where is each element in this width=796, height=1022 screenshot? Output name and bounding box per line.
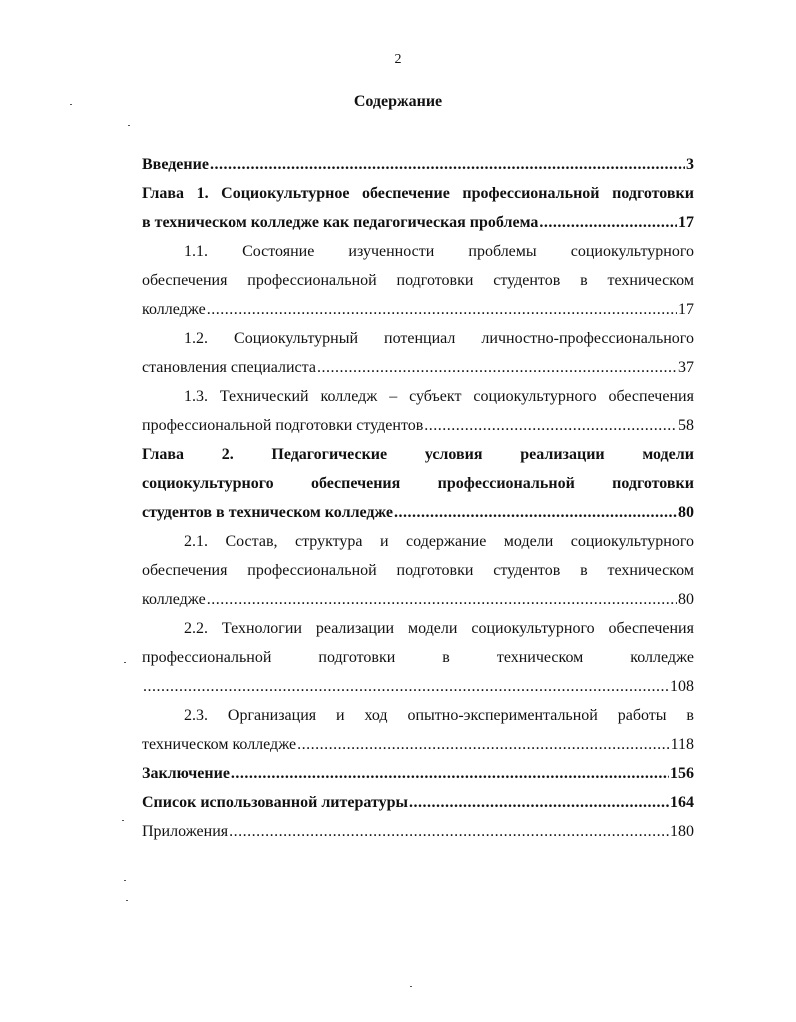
toc-line [142, 614, 694, 643]
toc-text: в [580, 272, 588, 289]
toc-text: профессиональной [142, 649, 272, 666]
toc-text: профессиональной [462, 185, 600, 202]
dot-leader [409, 788, 669, 817]
toc-text: проблемы [468, 243, 537, 260]
scan-speck [124, 662, 126, 663]
dot-leader [539, 208, 677, 237]
toc-line [142, 817, 694, 846]
toc-section-entry[interactable] [142, 382, 694, 440]
toc-chapter-entry[interactable] [142, 759, 694, 788]
page-number: 2 [394, 52, 402, 67]
toc-text: Состояние [242, 243, 315, 260]
dot-leader [297, 730, 669, 759]
toc-text: социокультурного [142, 475, 274, 492]
toc-text: 2. [221, 446, 234, 463]
toc-page-number: 156 [670, 765, 694, 782]
toc-line [142, 440, 694, 469]
toc-text: колледже [142, 301, 206, 318]
toc-text: профессиональной [247, 272, 377, 289]
toc-line [142, 527, 694, 556]
toc-text: студентов [493, 272, 561, 289]
toc-line [142, 324, 694, 353]
toc-text: Введение [142, 156, 209, 173]
toc-text: становления специалиста [142, 359, 316, 376]
toc-text: субъект [409, 388, 462, 405]
toc-line [142, 469, 694, 498]
toc-text: обеспечения [142, 562, 228, 579]
toc-text: опытно-экспериментальной [407, 707, 598, 724]
toc-text: студентов [493, 562, 561, 579]
toc-chapter-entry[interactable] [142, 179, 694, 237]
toc-text: Заключение [142, 765, 230, 782]
toc-text: 2.2. [184, 620, 208, 637]
toc-text: подготовки [318, 649, 396, 666]
toc-text: личностно-профессионального [481, 330, 694, 347]
toc-line [142, 208, 694, 237]
toc-text: техническом колледже [142, 736, 297, 753]
toc-text: социокультурного [473, 388, 597, 405]
toc-text: реализации [520, 446, 605, 463]
toc-chapter-entry[interactable] [142, 150, 694, 179]
toc-text: 1.1. [184, 243, 208, 260]
toc-text: обеспечения [608, 388, 694, 405]
toc-text: Список использованной литературы [142, 794, 408, 811]
toc-page-number: 17 [678, 301, 694, 318]
toc-line [142, 643, 694, 672]
toc-text: 2.1. [184, 533, 208, 550]
toc-text: обеспечения [608, 620, 694, 637]
dot-leader [207, 295, 677, 324]
toc-page-number: 80 [678, 591, 694, 608]
page-title: Содержание [353, 93, 443, 110]
toc-page-number: 17 [678, 214, 694, 231]
toc-chapter-entry[interactable] [142, 788, 694, 817]
toc-text: социокультурного [570, 243, 694, 260]
scan-speck [126, 900, 128, 901]
toc-text: профессиональной подготовки студентов [142, 417, 424, 434]
scan-speck [122, 820, 124, 821]
toc-section-entry[interactable] [142, 701, 694, 759]
toc-text: 1.2. [184, 330, 208, 347]
toc-line [142, 585, 694, 614]
toc-line [142, 266, 694, 295]
toc-text: Организация [227, 707, 317, 724]
toc-text: социокультурного [570, 533, 694, 550]
toc-page-number: 164 [670, 794, 694, 811]
toc-text: Социокультурное [221, 185, 350, 202]
toc-text: ход [364, 707, 388, 724]
toc-section-entry[interactable] [142, 324, 694, 382]
toc-text: Социокультурный [234, 330, 358, 347]
toc-text: работы [617, 707, 667, 724]
toc-text: техническом [607, 272, 694, 289]
toc-text: модели [408, 620, 458, 637]
toc-page-number: 180 [670, 823, 694, 840]
toc-line [142, 237, 694, 266]
toc-text: Глава [142, 446, 184, 463]
toc-text: колледже [142, 591, 206, 608]
toc-text: и [380, 533, 389, 550]
toc-text: в техническом колледже как педагогическая проблема [142, 214, 539, 231]
toc-line [142, 556, 694, 585]
toc-text: обеспечение [362, 185, 450, 202]
toc-line [142, 150, 694, 179]
toc-text: подготовки [612, 475, 694, 492]
toc-line [142, 353, 694, 382]
toc-appendix-entry[interactable] [142, 817, 694, 846]
table-of-contents [142, 150, 694, 846]
toc-text: Приложения [142, 823, 229, 840]
toc-line [142, 498, 694, 527]
toc-chapter-entry[interactable] [142, 440, 694, 527]
toc-text: 1. [196, 185, 209, 202]
dot-leader [231, 759, 669, 788]
toc-text: подготовки [396, 562, 474, 579]
toc-text: в [580, 562, 588, 579]
scan-speck [124, 880, 126, 881]
toc-section-entry[interactable] [142, 614, 694, 701]
dot-leader [394, 498, 677, 527]
toc-text: Состав, [225, 533, 278, 550]
toc-text: обеспечения [310, 475, 401, 492]
toc-page-number: 58 [678, 417, 694, 434]
toc-text: обеспечения [142, 272, 228, 289]
toc-text: Технический [219, 388, 309, 405]
toc-line [142, 701, 694, 730]
toc-line [142, 759, 694, 788]
toc-line [142, 788, 694, 817]
dot-leader [207, 585, 677, 614]
toc-line [142, 179, 694, 208]
toc-page-number: 118 [670, 736, 694, 753]
toc-text: профессиональной [247, 562, 377, 579]
toc-text: содержание [406, 533, 487, 550]
toc-text: реализации [315, 620, 395, 637]
toc-section-entry[interactable] [142, 237, 694, 324]
toc-text: Педагогические [271, 446, 388, 463]
toc-text: и [336, 707, 345, 724]
toc-line [142, 411, 694, 440]
dot-leader [229, 817, 669, 846]
dot-leader [143, 672, 669, 701]
dot-leader [424, 411, 677, 440]
toc-text: в [442, 649, 450, 666]
toc-text: модели [503, 533, 554, 550]
toc-text: социокультурного [471, 620, 595, 637]
dot-leader [210, 150, 685, 179]
toc-text: Технологии [221, 620, 302, 637]
toc-line [142, 730, 694, 759]
toc-page-number: 108 [670, 678, 694, 695]
scan-speck [70, 104, 72, 105]
toc-text: 1.3. [184, 388, 208, 405]
toc-page-number: 80 [678, 504, 694, 521]
toc-section-entry[interactable] [142, 527, 694, 614]
scan-speck [410, 986, 412, 987]
toc-text: Глава [142, 185, 184, 202]
toc-text: – [389, 388, 398, 405]
toc-text: техническом [496, 649, 584, 666]
toc-line [142, 672, 694, 701]
toc-text: техническом [607, 562, 694, 579]
toc-text: условия [424, 446, 483, 463]
dot-leader [317, 353, 677, 382]
toc-line [142, 295, 694, 324]
toc-text: колледж [320, 388, 378, 405]
toc-text: модели [642, 446, 694, 463]
toc-text: потенциал [384, 330, 456, 347]
toc-text: 2.3. [184, 707, 208, 724]
toc-text: студентов в техническом колледже [142, 504, 394, 521]
toc-text: изученности [348, 243, 435, 260]
toc-text: профессиональной [437, 475, 575, 492]
toc-text: подготовки [396, 272, 474, 289]
toc-text: структура [294, 533, 363, 550]
toc-text: колледже [630, 649, 694, 666]
scan-speck [128, 125, 130, 126]
toc-page-number: 3 [686, 156, 694, 173]
toc-line [142, 382, 694, 411]
toc-text: в [686, 707, 694, 724]
toc-text: подготовки [612, 185, 694, 202]
toc-page-number: 37 [678, 359, 694, 376]
